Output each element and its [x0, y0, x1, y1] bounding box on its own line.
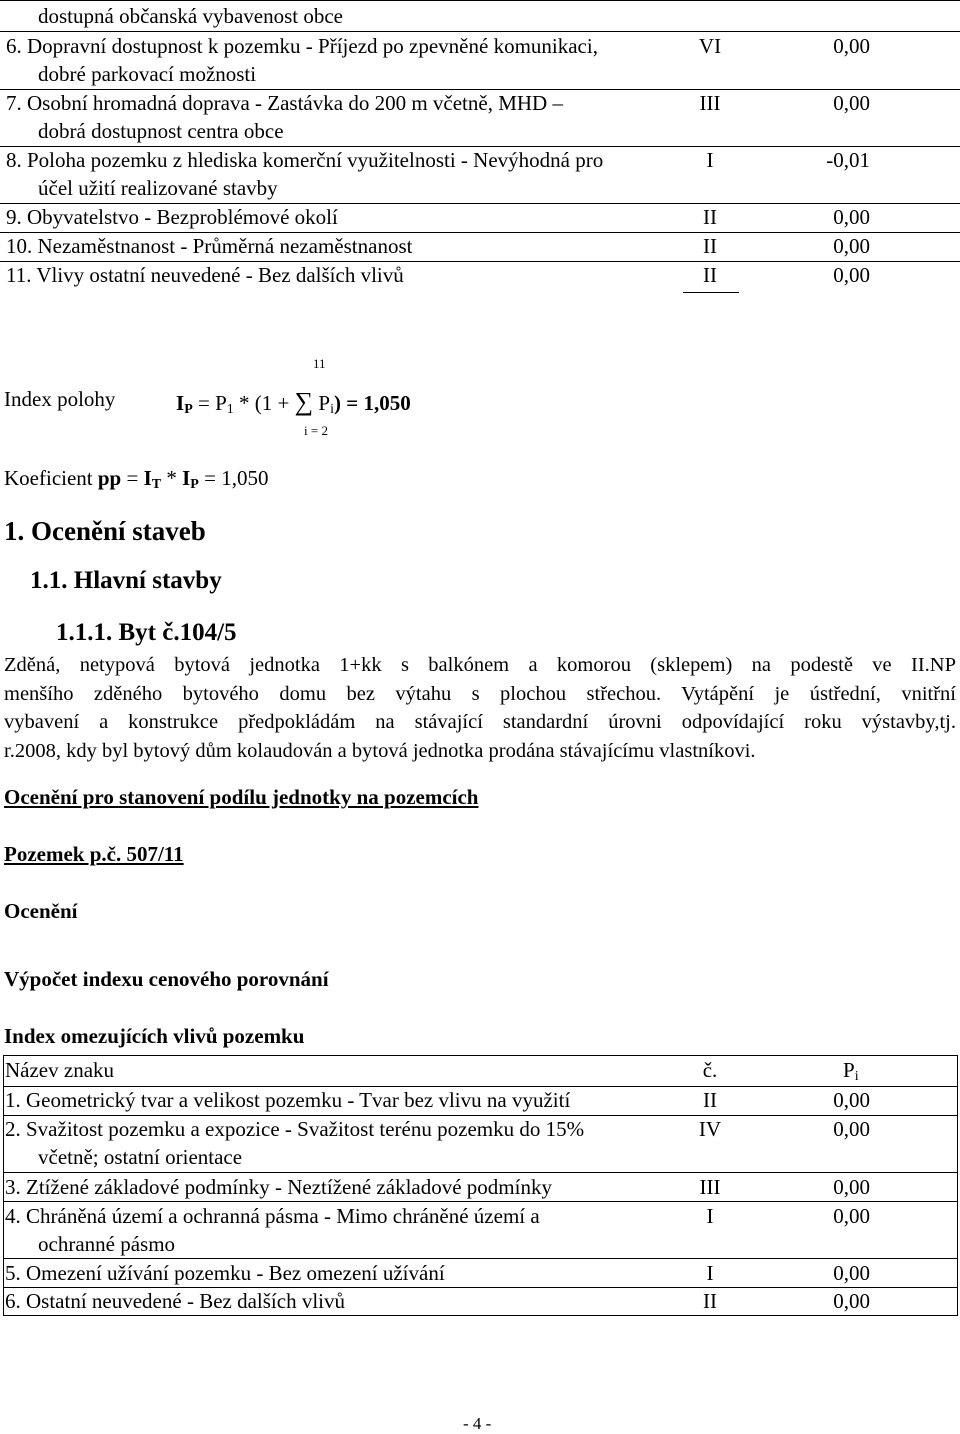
heading-oceneni-staveb: 1. Ocenění staveb [4, 516, 206, 546]
row-label: 4. Chráněná území a ochranná pásma - Mimo chráněné území a [5, 1204, 540, 1228]
row-label: 1. Geometrický tvar a velikost pozemku - Tvar bez vlivu na využití [5, 1088, 571, 1112]
num-column-underline [683, 292, 739, 293]
header-pi-subscript: i [854, 1069, 859, 1084]
table-border-bottom [3, 1315, 958, 1316]
row-number: II [703, 205, 717, 229]
row-label: 5. Omezení užívání pozemku - Bez omezení užívání [5, 1261, 445, 1285]
row-value: 0,00 [833, 1204, 870, 1228]
row-value: 0,00 [833, 1289, 870, 1313]
table-row [0, 148, 960, 176]
table-row [0, 91, 960, 119]
row-number: II [703, 1088, 717, 1112]
heading-vypocet-indexu: Výpočet indexu cenového porovnání [4, 967, 329, 991]
it-symbol: I [143, 466, 152, 490]
row-label: 6. Ostatní neuvedené - Bez dalších vlivů [5, 1289, 345, 1313]
row-value: 0,00 [833, 1088, 870, 1112]
table-row [0, 234, 960, 262]
row-number: I [706, 1204, 714, 1228]
page-number: - 4 - [463, 1414, 492, 1433]
table-row-continuation [0, 119, 960, 147]
header-pi [843, 1058, 859, 1085]
row-value: -0,01 [826, 148, 870, 172]
ip-symbol: I [176, 391, 185, 415]
row-divider [3, 1287, 958, 1288]
paragraph-line: menšího zděného bytového domu bez výtahu s plochou střechou. Vytápění je ústřední, vnitřní [4, 682, 956, 705]
row-label: 9. Obyvatelstvo - Bezproblémové okolí [6, 205, 338, 229]
formula-expression [176, 387, 411, 418]
row-divider [3, 1086, 958, 1087]
row-number: II [703, 1289, 717, 1313]
row-label-line2: včetně; ostatní orientace [38, 1145, 243, 1169]
heading-oceneni: Ocenění [4, 899, 78, 923]
sigma-symbol: ∑ [294, 387, 314, 416]
row-number: III [699, 1175, 721, 1199]
heading-index-omezujicich: Index omezujících vlivů pozemku [4, 1024, 305, 1048]
heading-pozemek: Pozemek p.č. 507/11 [4, 842, 184, 866]
koeficient-result: = 1,050 [198, 466, 269, 490]
row-value: 0,00 [833, 1117, 870, 1141]
koeficient-prefix: Koeficient [4, 466, 98, 490]
table-row-continuation [0, 62, 960, 90]
row-label: 3. Ztížené základové podmínky - Neztížené základové podmínky [5, 1175, 552, 1199]
table-row [0, 4, 960, 32]
header-name: Název znaku [5, 1058, 115, 1082]
row-divider [0, 261, 960, 262]
row-value: 0,00 [833, 205, 870, 229]
sum-lower-limit: i = 2 [304, 423, 328, 438]
formula-result: ) = 1,050 [334, 391, 411, 415]
formula-mid: * (1 + [233, 391, 295, 415]
pi-subscript: i [330, 402, 334, 417]
row-divider [0, 232, 960, 233]
row-number: II [703, 263, 717, 287]
row-value: 0,00 [833, 1261, 870, 1285]
header-number: č. [702, 1058, 718, 1082]
heading-byt: 1.1.1. Byt č.104/5 [56, 619, 237, 646]
ip-subscript: P [190, 477, 199, 492]
row-divider [3, 1115, 958, 1116]
row-number: VI [698, 34, 722, 58]
row-number: I [706, 148, 714, 172]
pi-term: P [313, 391, 331, 415]
row-value: 0,00 [833, 91, 870, 115]
description-paragraph [4, 651, 956, 765]
koeficient-eq: = [121, 466, 144, 490]
row-divider [3, 1201, 958, 1202]
table-row [0, 34, 960, 62]
top-table-top-border [0, 0, 960, 1]
sum-upper-limit: 11 [313, 356, 326, 371]
row-number: I [706, 1261, 714, 1285]
table-border-left [3, 1055, 4, 1315]
paragraph-line: vybavení a konstrukce předpokládám na stávající standardní úrovni odpovídající roku výstavby,tj. [4, 711, 956, 734]
row-value: 0,00 [833, 1175, 870, 1199]
heading-oceneni-podilu: Ocenění pro stanovení podílu jednotky na pozemcích [4, 785, 479, 809]
row-divider [0, 31, 960, 32]
row-number: III [699, 91, 721, 115]
row-label-line2: dobrá dostupnost centra obce [38, 119, 284, 143]
it-subscript: T [151, 477, 162, 492]
row-number: II [703, 234, 717, 258]
koeficient-star: * [161, 466, 183, 490]
row-value: 0,00 [833, 234, 870, 258]
row-label: dostupná občanská vybavenost obce [38, 4, 344, 28]
eq-p: = P [192, 391, 227, 415]
header-pi-letter: P [843, 1058, 855, 1082]
formula-label: Index polohy [4, 387, 116, 411]
row-divider [0, 203, 960, 204]
row-label: 8. Poloha pozemku z hlediska komerční využitelnosti - Nevýhodná pro [6, 148, 604, 172]
row-value: 0,00 [833, 34, 870, 58]
paragraph-line: Zděná, netypová bytová jednotka 1+kk s balkónem a komorou (sklepem) na podestě ve II.NP [4, 654, 956, 676]
row-divider [3, 1258, 958, 1259]
table-row-continuation [0, 176, 960, 204]
table-row [0, 205, 960, 233]
row-label-line2: účel užití realizované stavby [38, 176, 278, 200]
row-label: 10. Nezaměstnanost - Průměrná nezaměstnanost [6, 234, 413, 258]
paragraph-line: r.2008, kdy byl bytový dům kolaudován a bytová jednotka prodána stávajícímu vlastníkovi. [4, 739, 756, 762]
ip-symbol: I [182, 466, 191, 490]
row-label: 2. Svažitost pozemku a expozice - Svažitost terénu pozemku do 15% [5, 1117, 585, 1141]
row-divider [3, 1172, 958, 1173]
row-divider [0, 89, 960, 90]
table-border-top [3, 1055, 958, 1056]
table-border-right [957, 1055, 958, 1315]
row-label: 7. Osobní hromadná doprava - Zastávka do 200 m včetně, MHD – [6, 91, 563, 115]
row-value: 0,00 [833, 263, 870, 287]
row-label: 11. Vlivy ostatní neuvedené - Bez dalších vlivů [6, 263, 404, 287]
row-divider [0, 146, 960, 147]
table-row [0, 263, 960, 291]
row-number: IV [698, 1117, 722, 1141]
koeficient-pp: pp [97, 466, 122, 490]
row-label: 6. Dopravní dostupnost k pozemku - Příjezd po zpevněné komunikaci, [6, 34, 598, 58]
row-label-line2: ochranné pásmo [38, 1232, 176, 1256]
koeficient-line [4, 466, 268, 493]
ip-subscript: P [184, 402, 193, 417]
heading-hlavni-stavby: 1.1. Hlavní stavby [30, 567, 222, 594]
p1-subscript: 1 [226, 402, 234, 417]
row-label-line2: dobré parkovací možnosti [38, 62, 257, 86]
